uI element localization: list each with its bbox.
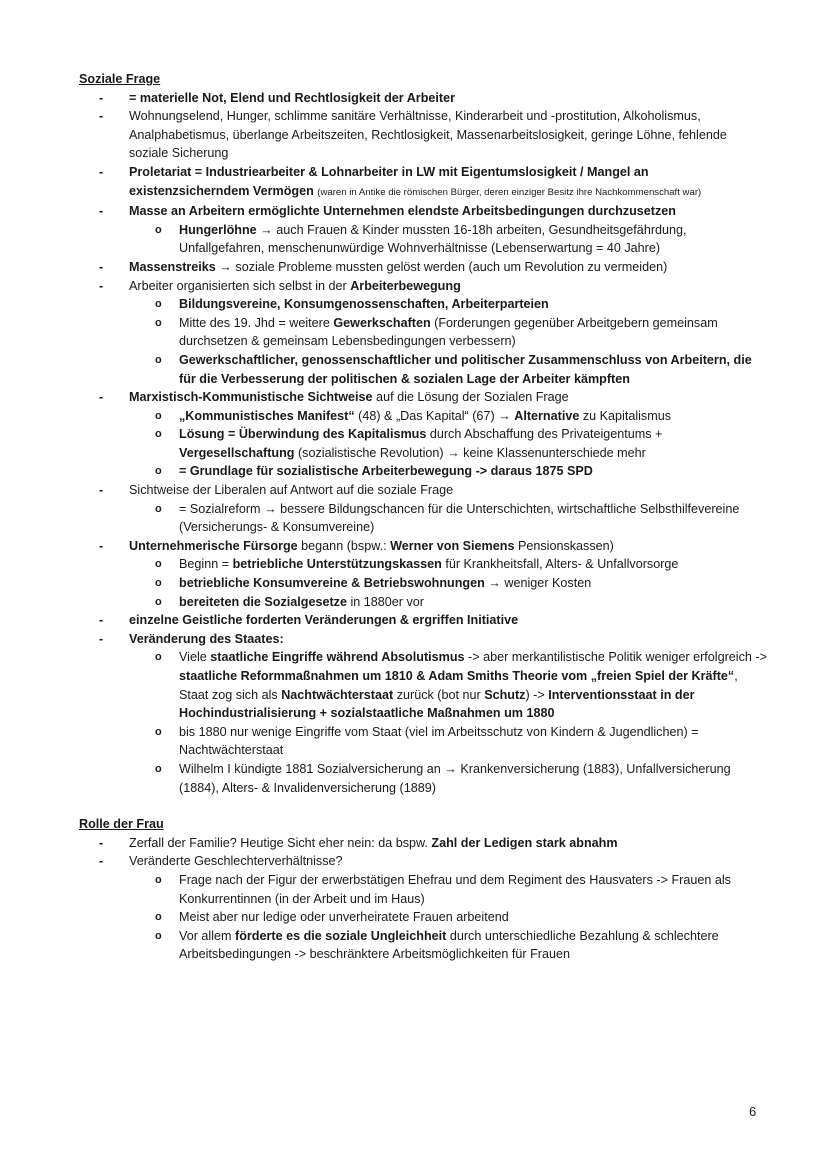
text-run: Mitte des 19. Jhd = weitere — [179, 315, 334, 330]
sub-list-item — [79, 462, 769, 481]
text-run: Gewerkschaften — [333, 315, 431, 330]
text-run: Arbeiterbewegung — [350, 278, 461, 293]
circle-bullet-icon: o — [155, 762, 162, 775]
list-item — [79, 852, 769, 871]
text-run: Unternehmerische Fürsorge — [129, 538, 298, 553]
text-run: Werner von Siemens — [390, 538, 515, 553]
circle-bullet-icon: o — [155, 353, 162, 366]
dash-bullet-icon: - — [99, 109, 104, 124]
text-run: (Forderungen gegenüber Arbeitgebern gemeinsam durchsetzen & gemeinsam Lebensbedingungen verbessern) — [179, 315, 718, 349]
text-run: = Grundlage für sozialistische Arbeiterbewegung -> daraus 1875 SPD — [179, 464, 593, 479]
text-run: „Kommunistisches Manifest“ — [179, 408, 355, 423]
text-run: Vor allem — [179, 928, 235, 943]
dash-bullet-icon: - — [99, 278, 104, 293]
text-run: Nachtwächterstaat — [281, 687, 394, 702]
text-run: durch Abschaffung des Privateigentums + — [426, 427, 663, 442]
sub-list-item — [79, 314, 769, 351]
sub-list-item — [79, 908, 769, 927]
dash-bullet-icon: - — [99, 90, 104, 105]
circle-bullet-icon: o — [155, 911, 162, 924]
text-run: Marxistisch-Kommunistische Sichtweise — [129, 390, 373, 405]
text-run: Gewerkschaftlicher, genossenschaftlicher und politischer Zusammenschluss von Arbeitern, die für die Verbesserung der politischen & sozialen Lage der Arbeiter kämpften — [179, 352, 752, 386]
section-heading: Soziale Frage — [79, 72, 161, 86]
text-run: Viele — [179, 650, 211, 665]
sub-list-item — [79, 221, 769, 258]
text-run: bereiteten die Sozialgesetze — [179, 594, 347, 609]
dash-bullet-icon: - — [99, 631, 104, 646]
text-run: Wilhelm I kündigte 1881 Sozialversicherung an → Krankenversicherung (1883), Unfallversicherung (1884), Alters- & Invalidenversicherung (1889) — [179, 761, 731, 795]
text-run: → weniger Kosten — [484, 576, 592, 591]
circle-bullet-icon: o — [155, 223, 162, 236]
text-run: (sozialistische Revolution) → keine Klassenunterschiede mehr — [294, 445, 646, 460]
list-item — [79, 202, 769, 221]
list-item — [79, 834, 769, 853]
sub-list-item — [79, 927, 769, 964]
document-body — [79, 70, 769, 964]
circle-bullet-icon: o — [155, 558, 162, 571]
text-run: Vergesellschaftung — [179, 445, 295, 460]
dash-bullet-icon: - — [99, 613, 104, 628]
text-run: Interventionsstaat in der Hochindustrialisierung + sozialstaatliche Maßnahmen um 1880 — [179, 687, 695, 721]
sub-list-item — [79, 760, 769, 797]
text-run: einzelne Geistliche forderten Veränderungen & ergriffen Initiative — [129, 613, 519, 628]
text-run: Lösung = Überwindung des Kapitalismus — [179, 427, 427, 442]
text-run: Proletariat = Industriearbeiter & Lohnarbeiter in LW mit Eigentumslosigkeit / Mangel an existenzsicherndem Vermögen — [129, 164, 649, 198]
text-run: -> aber merkantilistische Politik weniger erfolgreich -> — [464, 650, 767, 665]
text-run: = Sozialreform → bessere Bildungschancen für die Unterschichten, wirtschaftliche Selbsthilfevereine (Versicherungs- & Konsumvereine) — [179, 501, 740, 535]
circle-bullet-icon: o — [155, 428, 162, 441]
text-run: förderte es die soziale Ungleichheit — [235, 928, 447, 943]
text-run: Beginn = — [179, 557, 233, 572]
list-item — [79, 481, 769, 500]
text-run: betriebliche Unterstützungskassen — [232, 557, 442, 572]
list-item — [79, 258, 769, 277]
sub-list-item — [79, 407, 769, 426]
text-run: Bildungsvereine, Konsumgenossenschaften, Arbeiterparteien — [179, 297, 549, 312]
section — [79, 815, 769, 964]
dash-bullet-icon: - — [99, 835, 104, 850]
text-run: (48) & „Das Kapital“ (67) → — [354, 408, 515, 423]
text-run: Arbeiter organisierten sich selbst in der — [129, 278, 351, 293]
page-number: 6 — [749, 1104, 757, 1119]
text-run: Masse an Arbeitern ermöglichte Unternehmen elendste Arbeitsbedingungen durchzusetzen — [129, 204, 676, 219]
dash-bullet-icon: - — [99, 390, 104, 405]
dash-bullet-icon: - — [99, 538, 104, 553]
sub-list-item — [79, 871, 769, 908]
sub-list-item — [79, 555, 769, 574]
circle-bullet-icon: o — [155, 465, 162, 478]
text-run: zu Kapitalismus — [579, 408, 672, 423]
sub-list-item — [79, 500, 769, 537]
circle-bullet-icon: o — [155, 651, 162, 664]
text-run: Wohnungselend, Hunger, schlimme sanitäre Verhältnisse, Kinderarbeit und -prostitution, Alkoholismus, Analphabetismus, überlange Arbeitszeiten, Rechtlosigkeit, Massenarbeitslosigkeit, geringe Löhne, fehlende soziale Sicherung — [129, 109, 727, 161]
list-item — [79, 107, 769, 163]
text-run: durch unterschiedliche Bezahlung & schlechtere Arbeitsbedingungen -> beschränktere Arbeitsmöglichkeiten für Frauen — [179, 928, 719, 962]
circle-bullet-icon: o — [155, 873, 162, 886]
list-item — [79, 163, 769, 202]
text-run: , Staat zog sich als — [179, 669, 738, 702]
text-run: Zerfall der Familie? Heutige Sicht eher nein: da bspw. — [129, 835, 432, 850]
text-run: → soziale Probleme mussten gelöst werden (auch um Revolution zu vermeiden) — [215, 259, 668, 274]
text-run: staatliche Reformmaßnahmen um 1810 & Adam Smiths Theorie vom „freien Spiel der Kräfte“ — [179, 669, 735, 683]
text-run: in 1880er vor — [346, 594, 424, 609]
text-run: für Krankheitsfall, Alters- & Unfallvorsorge — [441, 557, 679, 572]
circle-bullet-icon: o — [155, 595, 162, 608]
sub-list-item — [79, 295, 769, 314]
section — [79, 70, 769, 797]
circle-bullet-icon: o — [155, 577, 162, 590]
text-run: Massenstreiks — [129, 259, 216, 274]
circle-bullet-icon: o — [155, 929, 162, 942]
text-run: Sichtweise der Liberalen auf Antwort auf die soziale Frage — [129, 483, 454, 498]
section-heading: Rolle der Frau — [79, 817, 164, 832]
text-run: zurück (bot nur — [393, 687, 485, 702]
text-run: → auch Frauen & Kinder mussten 16-18h arbeiten, Gesundheitsgefährdung, Unfallgefahren, menschenunwürdige Wohnverhältnisse (Lebenserwartung = 40 Jahre) — [179, 222, 687, 256]
sub-list-item — [79, 425, 769, 462]
list-item — [79, 537, 769, 556]
circle-bullet-icon: o — [155, 725, 162, 738]
text-run: Veränderung des Staates: — [129, 631, 284, 646]
text-run: Meist aber nur ledige oder unverheiratete Frauen arbeitend — [179, 910, 509, 925]
text-run: betriebliche Konsumvereine & Betriebswohnungen — [179, 576, 485, 591]
circle-bullet-icon: o — [155, 316, 162, 329]
text-run: Schutz — [484, 687, 526, 702]
sub-list-item — [79, 574, 769, 593]
dash-bullet-icon: - — [99, 259, 104, 274]
list-item — [79, 277, 769, 296]
text-run: begann (bspw.: — [297, 538, 391, 553]
text-run: auf die Lösung der Sozialen Frage — [372, 390, 569, 405]
list-item — [79, 611, 769, 630]
dash-bullet-icon: - — [99, 164, 104, 179]
list-item — [79, 630, 769, 649]
dash-bullet-icon: - — [99, 854, 104, 869]
text-run: Veränderte Geschlechterverhältnisse? — [129, 854, 343, 869]
list-item — [79, 89, 769, 108]
circle-bullet-icon: o — [155, 502, 162, 515]
dash-bullet-icon: - — [99, 483, 104, 498]
text-run: = materielle Not, Elend und Rechtlosigkeit der Arbeiter — [129, 90, 455, 105]
circle-bullet-icon: o — [155, 409, 162, 422]
text-run: staatliche Eingriffe während Absolutismus — [210, 650, 465, 665]
circle-bullet-icon: o — [155, 298, 162, 311]
text-run: bis 1880 nur wenige Eingriffe vom Staat (viel im Arbeitsschutz von Kindern & Jugendlichen) = Nachtwächterstaat — [179, 724, 699, 758]
sub-list-item — [79, 593, 769, 612]
text-run: Frage nach der Figur der erwerbstätigen Ehefrau und dem Regiment des Hausvaters -> Frauen als Konkurrentinnen (in der Arbeit und im Haus) — [179, 872, 731, 906]
text-run: Alternative — [514, 408, 580, 423]
text-run: Zahl der Ledigen stark abnahm — [431, 835, 618, 850]
sub-list-item — [79, 648, 769, 722]
text-run: Hungerlöhne — [179, 222, 257, 237]
text-run: Pensionskassen) — [514, 538, 614, 553]
sub-list-item — [79, 351, 769, 388]
sub-list-item — [79, 723, 769, 760]
text-run: (waren in Antike die römischen Bürger, deren einziger Besitz ihre Nachkommenschaft war) — [317, 186, 702, 198]
text-run: ) -> — [525, 687, 549, 702]
dash-bullet-icon: - — [99, 204, 104, 219]
list-item — [79, 388, 769, 407]
